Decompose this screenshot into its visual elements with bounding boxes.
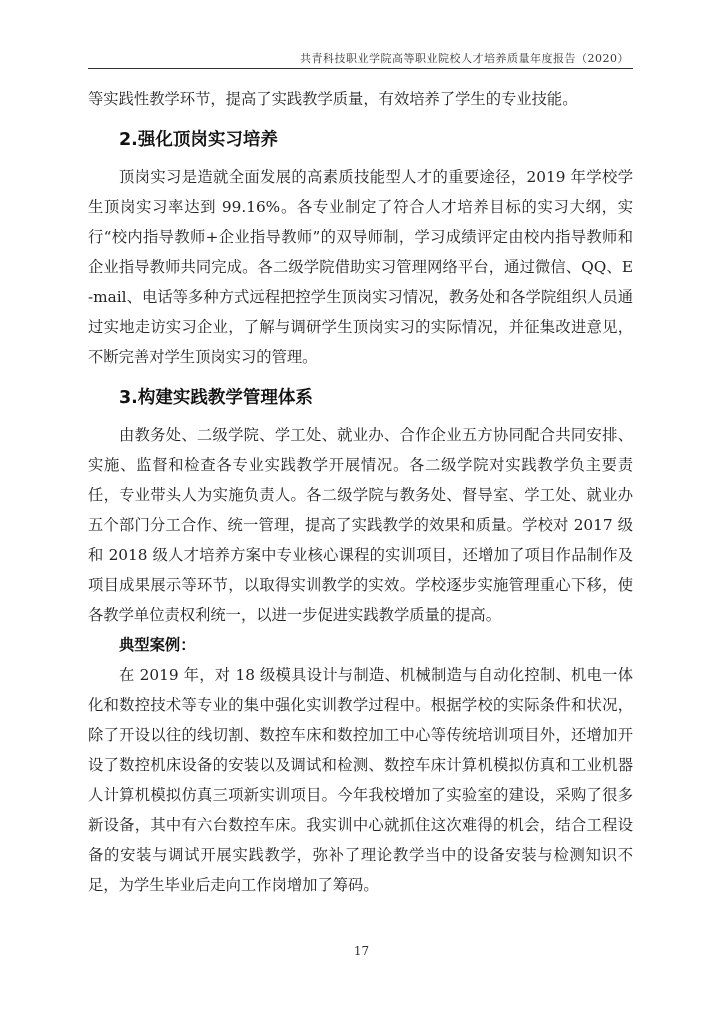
internship-paragraph: 顶岗实习是造就全面发展的高素质技能型人才的重要途径，2019 年学校学生顶岗实习率达到 99.16%。各专业制定了符合人才培养目标的实习大纲，实行“校内指导教师+企业指导教师”的双导师制，学习成绩评定由校内指导教师和企业指导教师共同完成。各二级学院借助实习管理网络平台，通过微信、QQ、E-mail、电话等多种方式远程把控学生顶岗实习情况，教务处和各学院组织人员通过实地走访实习企业，了解与调研学生顶岗实习的实际情况，并征集改进意见，不断完善对学生顶岗实习的管理。 — [88, 168, 633, 366]
section-heading-practice-management: 3.构建实践教学管理体系 — [119, 388, 313, 408]
page-body — [88, 84, 633, 900]
page-number: 17 — [353, 944, 370, 958]
section-heading-internship: 2.强化顶岗实习培养 — [119, 130, 278, 150]
practice-management-paragraph: 由教务处、二级学院、学工处、就业办、合作企业五方协同配合共同安排、实施、监督和检查各专业实践教学开展情况。各二级学院对实践教学负主要责任，专业带头人为实施负责人。各二级学院与教务处、督导室、学工处、就业办五个部门分工合作、统一管理，提高了实践教学的效果和质量。学校对 2017 级和 2018 级人才培养方案中专业核心课程的实训项目，还增加了项目作品制作及项目成果展示等环节，以取得实训教学的实效。学校逐步实施管理重心下移，使各教学单位责权利统一，以进一步促进实践教学质量的提高。 — [88, 426, 633, 624]
typical-case-label: 典型案例： — [119, 636, 196, 654]
running-header — [88, 50, 633, 69]
continuation-paragraph: 等实践性教学环节，提高了实践教学质量，有效培养了学生的专业技能。 — [88, 90, 578, 108]
running-title: 共青科技职业学院高等职业院校人才培养质量年度报告（2020） — [300, 52, 629, 65]
typical-case-paragraph: 在 2019 年，对 18 级模具设计与制造、机械制造与自动化控制、机电一体化和数控技术等专业的集中强化实训教学过程中。根据学校的实际条件和状况，除了开设以往的线切割、数控车床和数控加工中心等传统培训项目外，还增加开设了数控机床设备的安装以及调试和检测、数控车床计算机模拟仿真和工业机器人计算机模拟仿真三项新实训项目。今年我校增加了实验室的建设，采购了很多新设备，其中有六台数控车床。我实训中心就抓住这次难得的机会，结合工程设备的安装与调试开展实践教学，弥补了理论教学当中的设备安装与检测知识不足，为学生毕业后走向工作岗增加了筹码。 — [88, 666, 633, 894]
